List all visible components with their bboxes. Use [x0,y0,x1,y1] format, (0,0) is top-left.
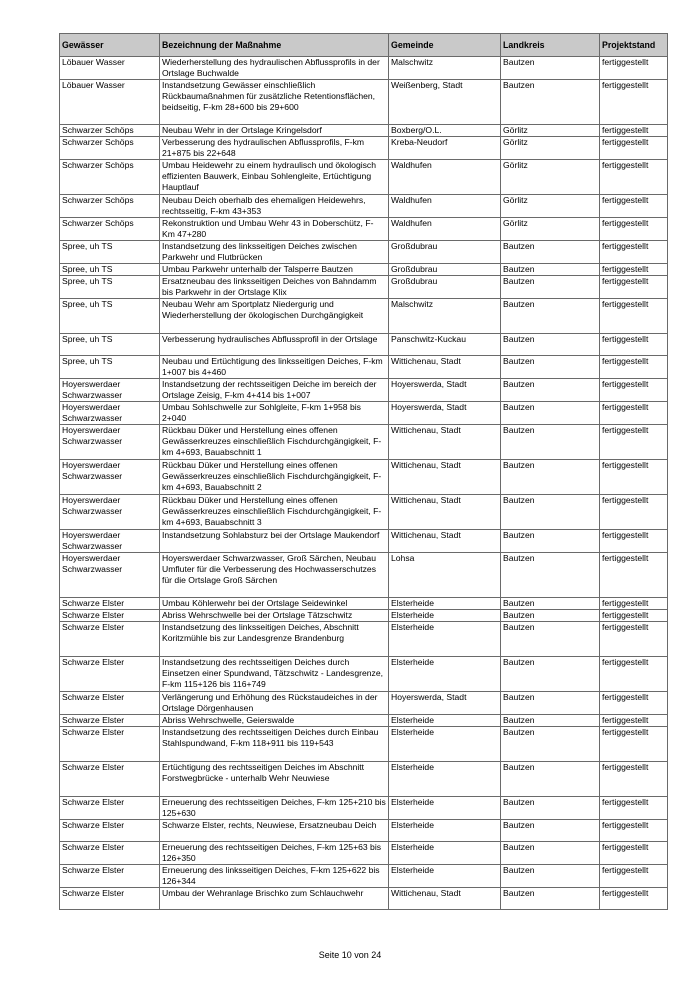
cell-gemeinde: Wittichenau, Stadt [389,356,501,379]
cell-landkreis: Görlitz [501,137,600,160]
table-row [60,460,668,495]
cell-massnahme: Verbesserung hydraulisches Abflussprofil in der Ortslage [160,334,389,356]
cell-massnahme: Abriss Wehrschwelle, Geierswalde [160,715,389,727]
cell-landkreis: Görlitz [501,125,600,137]
header-gewaesser: Gewässer [60,34,160,57]
table-row [60,888,668,910]
cell-gewaesser: Hoyerswerdaer Schwarzwasser [60,495,160,530]
cell-gemeinde: Elsterheide [389,797,501,820]
cell-massnahme: Umbau Heidewehr zu einem hydraulisch und ökologisch effizienten Bauwerk, Einbau Sohlengleite, Ertüchtigung Hauptlauf [160,160,389,195]
cell-landkreis: Bautzen [501,530,600,553]
cell-massnahme: Neubau und Ertüchtigung des linksseitigen Deiches, F-km 1+007 bis 4+460 [160,356,389,379]
cell-massnahme: Ertüchtigung des rechtsseitigen Deiches im Abschnitt Forstwegbrücke - unterhalb Wehr Neuwiese [160,762,389,797]
cell-gemeinde: Hoyerswerda, Stadt [389,379,501,402]
table-row [60,195,668,218]
table-body [60,57,668,910]
cell-gemeinde: Waldhufen [389,195,501,218]
table-row [60,865,668,888]
cell-gewaesser: Hoyerswerdaer Schwarzwasser [60,460,160,495]
cell-gewaesser: Schwarze Elster [60,820,160,842]
cell-landkreis: Bautzen [501,264,600,276]
cell-gewaesser: Schwarzer Schöps [60,195,160,218]
cell-gemeinde: Wittichenau, Stadt [389,425,501,460]
table-row [60,334,668,356]
cell-gemeinde: Großdubrau [389,264,501,276]
table-row [60,137,668,160]
cell-projektstand: fertiggestellt [600,125,668,137]
cell-projektstand: fertiggestellt [600,460,668,495]
cell-massnahme: Neubau Wehr in der Ortslage Kringelsdorf [160,125,389,137]
cell-projektstand: fertiggestellt [600,137,668,160]
table-header-row [60,34,668,57]
cell-gemeinde: Elsterheide [389,727,501,762]
cell-landkreis: Bautzen [501,762,600,797]
cell-landkreis: Bautzen [501,888,600,910]
cell-gemeinde: Elsterheide [389,657,501,692]
cell-gewaesser: Schwarzer Schöps [60,218,160,241]
cell-massnahme: Instandsetzung des rechtsseitigen Deiches durch Einsetzen einer Spundwand, Tätzschwitz - Landesgrenze, F-km 115+126 bis 116+749 [160,657,389,692]
cell-massnahme: Rückbau Düker und Herstellung eines offenen Gewässerkreuzes einschließlich Fischdurchgängigkeit, F-km 4+693, Bauabschnitt 1 [160,425,389,460]
cell-landkreis: Bautzen [501,657,600,692]
table-row [60,692,668,715]
cell-landkreis: Bautzen [501,842,600,865]
measures-table [59,33,668,910]
table-row [60,241,668,264]
cell-landkreis: Görlitz [501,195,600,218]
cell-landkreis: Bautzen [501,797,600,820]
cell-projektstand: fertiggestellt [600,425,668,460]
cell-gemeinde: Elsterheide [389,842,501,865]
cell-projektstand: fertiggestellt [600,241,668,264]
cell-massnahme: Hoyerswerdaer Schwarzwasser, Groß Särchen, Neubau Umfluter für die Verbesserung des Hochwasserschutzes für die Ortslage Groß Särchen [160,553,389,598]
cell-gemeinde: Wittichenau, Stadt [389,495,501,530]
cell-gemeinde: Malschwitz [389,299,501,334]
cell-massnahme: Instandsetzung der rechtsseitigen Deiche im bereich der Ortslage Zeisig, F-km 4+414 bis 1+007 [160,379,389,402]
cell-projektstand: fertiggestellt [600,195,668,218]
cell-gewaesser: Spree, uh TS [60,356,160,379]
cell-massnahme: Rückbau Düker und Herstellung eines offenen Gewässerkreuzes einschließlich Fischdurchgängigkeit, F-km 4+693, Bauabschnitt 3 [160,495,389,530]
cell-gewaesser: Schwarzer Schöps [60,137,160,160]
cell-projektstand: fertiggestellt [600,356,668,379]
cell-projektstand: fertiggestellt [600,276,668,299]
cell-projektstand: fertiggestellt [600,334,668,356]
cell-gewaesser: Hoyerswerdaer Schwarzwasser [60,402,160,425]
cell-gemeinde: Elsterheide [389,762,501,797]
cell-gewaesser: Schwarzer Schöps [60,160,160,195]
cell-massnahme: Schwarze Elster, rechts, Neuwiese, Ersatzneubau Deich [160,820,389,842]
cell-massnahme: Instandsetzung Gewässer einschließlich Rückbaumaßnahmen für zusätzliche Retentionsflächen, beidseitig, F-km 28+600 bis 29+600 [160,80,389,125]
cell-projektstand: fertiggestellt [600,622,668,657]
cell-gemeinde: Wittichenau, Stadt [389,460,501,495]
cell-gewaesser: Schwarze Elster [60,797,160,820]
cell-projektstand: fertiggestellt [600,715,668,727]
cell-gemeinde: Lohsa [389,553,501,598]
cell-projektstand: fertiggestellt [600,657,668,692]
cell-massnahme: Instandsetzung des linksseitigen Deiches zwischen Parkwehr und Flutbrücken [160,241,389,264]
cell-massnahme: Instandsetzung Sohlabsturz bei der Ortslage Maukendorf [160,530,389,553]
cell-gewaesser: Hoyerswerdaer Schwarzwasser [60,379,160,402]
table-row [60,125,668,137]
cell-gewaesser: Schwarze Elster [60,888,160,910]
cell-gewaesser: Löbauer Wasser [60,80,160,125]
table-row [60,495,668,530]
cell-gemeinde: Wittichenau, Stadt [389,530,501,553]
table-row [60,299,668,334]
cell-landkreis: Bautzen [501,865,600,888]
cell-projektstand: fertiggestellt [600,727,668,762]
cell-gemeinde: Boxberg/O.L. [389,125,501,137]
cell-landkreis: Bautzen [501,727,600,762]
table-row [60,264,668,276]
cell-landkreis: Bautzen [501,553,600,598]
cell-massnahme: Instandsetzung des linksseitigen Deiches, Abschnitt Koritzmühle bis zur Landesgrenze Brandenburg [160,622,389,657]
cell-gemeinde: Malschwitz [389,57,501,80]
cell-gewaesser: Schwarze Elster [60,727,160,762]
table-row [60,356,668,379]
table-row [60,80,668,125]
header-massnahme: Bezeichnung der Maßnahme [160,34,389,57]
cell-projektstand: fertiggestellt [600,598,668,610]
cell-gewaesser: Schwarze Elster [60,598,160,610]
cell-massnahme: Rekonstruktion und Umbau Wehr 43 in Doberschütz, F-Km 47+280 [160,218,389,241]
cell-projektstand: fertiggestellt [600,553,668,598]
cell-projektstand: fertiggestellt [600,888,668,910]
header-gemeinde: Gemeinde [389,34,501,57]
cell-landkreis: Bautzen [501,334,600,356]
cell-gewaesser: Schwarze Elster [60,692,160,715]
cell-projektstand: fertiggestellt [600,865,668,888]
table-row [60,160,668,195]
table-row [60,530,668,553]
cell-massnahme: Umbau Köhlerwehr bei der Ortslage Seidewinkel [160,598,389,610]
cell-gemeinde: Elsterheide [389,622,501,657]
cell-gemeinde: Hoyerswerda, Stadt [389,692,501,715]
cell-landkreis: Bautzen [501,610,600,622]
cell-gewaesser: Schwarzer Schöps [60,125,160,137]
cell-gewaesser: Schwarze Elster [60,622,160,657]
cell-landkreis: Bautzen [501,425,600,460]
cell-landkreis: Bautzen [501,402,600,425]
cell-landkreis: Bautzen [501,241,600,264]
cell-massnahme: Wiederherstellung des hydraulischen Abflussprofils in der Ortslage Buchwalde [160,57,389,80]
cell-landkreis: Görlitz [501,160,600,195]
cell-projektstand: fertiggestellt [600,160,668,195]
cell-gemeinde: Hoyerswerda, Stadt [389,402,501,425]
table-row [60,842,668,865]
table-row [60,402,668,425]
cell-projektstand: fertiggestellt [600,610,668,622]
table-row [60,218,668,241]
cell-massnahme: Erneuerung des rechtsseitigen Deiches, F-km 125+210 bis 125+630 [160,797,389,820]
cell-landkreis: Görlitz [501,218,600,241]
table-row [60,425,668,460]
table-row [60,727,668,762]
cell-gemeinde: Großdubrau [389,276,501,299]
header-projektstand: Projektstand [600,34,668,57]
table-row [60,276,668,299]
table-row [60,797,668,820]
cell-gewaesser: Schwarze Elster [60,762,160,797]
cell-landkreis: Bautzen [501,80,600,125]
cell-massnahme: Erneuerung des rechtsseitigen Deiches, F-km 125+63 bis 126+350 [160,842,389,865]
table-row [60,657,668,692]
cell-projektstand: fertiggestellt [600,692,668,715]
cell-gemeinde: Kreba-Neudorf [389,137,501,160]
header-landkreis: Landkreis [501,34,600,57]
cell-projektstand: fertiggestellt [600,264,668,276]
cell-projektstand: fertiggestellt [600,379,668,402]
cell-gemeinde: Elsterheide [389,865,501,888]
cell-gewaesser: Schwarze Elster [60,865,160,888]
cell-massnahme: Ersatzneubau des linksseitigen Deiches von Bahndamm bis Parkwehr in der Ortslage Klix [160,276,389,299]
table-row [60,553,668,598]
cell-massnahme: Instandsetzung des rechtsseitigen Deiches durch Einbau Stahlspundwand, F-km 118+911 bis 119+543 [160,727,389,762]
cell-landkreis: Bautzen [501,622,600,657]
cell-projektstand: fertiggestellt [600,299,668,334]
table-row [60,762,668,797]
cell-landkreis: Bautzen [501,598,600,610]
cell-massnahme: Verbesserung des hydraulischen Abflussprofils, F-km 21+875 bis 22+648 [160,137,389,160]
cell-projektstand: fertiggestellt [600,80,668,125]
table-row [60,379,668,402]
cell-massnahme: Neubau Wehr am Sportplatz Niedergurig und Wiederherstellung der ökologischen Durchgängigkeit [160,299,389,334]
cell-gemeinde: Waldhufen [389,160,501,195]
table-row [60,715,668,727]
cell-gemeinde: Elsterheide [389,820,501,842]
cell-gemeinde: Weißenberg, Stadt [389,80,501,125]
cell-gemeinde: Panschwitz-Kuckau [389,334,501,356]
cell-gewaesser: Spree, uh TS [60,264,160,276]
cell-gewaesser: Löbauer Wasser [60,57,160,80]
cell-projektstand: fertiggestellt [600,797,668,820]
cell-gewaesser: Spree, uh TS [60,299,160,334]
cell-projektstand: fertiggestellt [600,402,668,425]
cell-massnahme: Umbau Parkwehr unterhalb der Talsperre Bautzen [160,264,389,276]
cell-gewaesser: Hoyerswerdaer Schwarzwasser [60,425,160,460]
cell-gemeinde: Elsterheide [389,715,501,727]
cell-gewaesser: Schwarze Elster [60,715,160,727]
cell-gewaesser: Spree, uh TS [60,241,160,264]
cell-gemeinde: Großdubrau [389,241,501,264]
cell-massnahme: Rückbau Düker und Herstellung eines offenen Gewässerkreuzes einschließlich Fischdurchgängigkeit, F-km 4+693, Bauabschnitt 2 [160,460,389,495]
table-row [60,622,668,657]
cell-gewaesser: Schwarze Elster [60,842,160,865]
cell-projektstand: fertiggestellt [600,842,668,865]
cell-massnahme: Neubau Deich oberhalb des ehemaligen Heidewehrs, rechtsseitig, F-km 43+353 [160,195,389,218]
cell-gemeinde: Waldhufen [389,218,501,241]
table-row [60,57,668,80]
cell-gewaesser: Schwarze Elster [60,657,160,692]
cell-landkreis: Bautzen [501,460,600,495]
cell-massnahme: Umbau der Wehranlage Brischko zum Schlauchwehr [160,888,389,910]
cell-projektstand: fertiggestellt [600,820,668,842]
cell-landkreis: Bautzen [501,692,600,715]
cell-projektstand: fertiggestellt [600,218,668,241]
cell-projektstand: fertiggestellt [600,530,668,553]
cell-landkreis: Bautzen [501,715,600,727]
table-row [60,598,668,610]
cell-landkreis: Bautzen [501,495,600,530]
cell-projektstand: fertiggestellt [600,57,668,80]
cell-landkreis: Bautzen [501,820,600,842]
cell-landkreis: Bautzen [501,57,600,80]
cell-gewaesser: Schwarze Elster [60,610,160,622]
cell-projektstand: fertiggestellt [600,762,668,797]
table-row [60,610,668,622]
page-number: Seite 10 von 24 [318,950,382,960]
cell-gewaesser: Spree, uh TS [60,276,160,299]
cell-landkreis: Bautzen [501,276,600,299]
cell-gemeinde: Elsterheide [389,598,501,610]
cell-massnahme: Verlängerung und Erhöhung des Rückstaudeiches in der Ortslage Dörgenhausen [160,692,389,715]
table-row [60,820,668,842]
cell-massnahme: Umbau Sohlschwelle zur Sohlgleite, F-km 1+958 bis 2+040 [160,402,389,425]
cell-gemeinde: Elsterheide [389,610,501,622]
cell-massnahme: Erneuerung des linksseitigen Deiches, F-km 125+622 bis 126+344 [160,865,389,888]
cell-landkreis: Bautzen [501,299,600,334]
cell-massnahme: Abriss Wehrschwelle bei der Ortslage Tätzschwitz [160,610,389,622]
cell-landkreis: Bautzen [501,356,600,379]
cell-gewaesser: Hoyerswerdaer Schwarzwasser [60,553,160,598]
cell-gewaesser: Spree, uh TS [60,334,160,356]
cell-gewaesser: Hoyerswerdaer Schwarzwasser [60,530,160,553]
cell-gemeinde: Wittichenau, Stadt [389,888,501,910]
cell-landkreis: Bautzen [501,379,600,402]
cell-projektstand: fertiggestellt [600,495,668,530]
